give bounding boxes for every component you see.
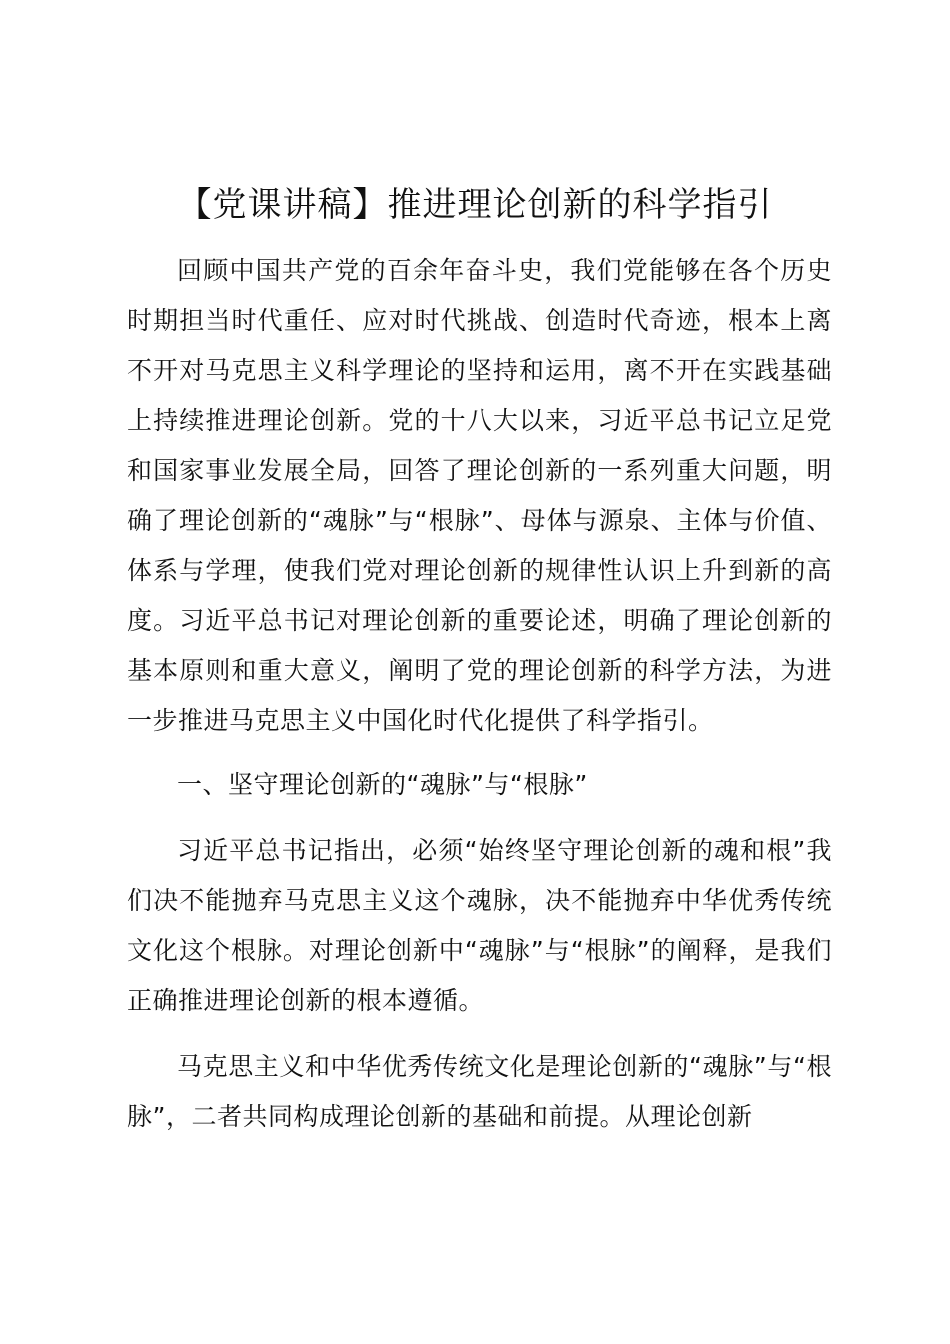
body-paragraph: 马克思主义和中华优秀传统文化是理论创新的“魂脉”与“根脉”，二者共同构成理论创新的基础和前提。从理论创新 (127, 1052, 832, 1131)
section-heading: 一、坚守理论创新的“魂脉”与“根脉” (177, 770, 588, 799)
intro-paragraph: 回顾中国共产党的百余年奋斗史，我们党能够在各个历史时期担当时代重任、应对时代挑战、创造时代奇迹，根本上离不开对马克思主义科学理论的坚持和运用，离不开在实践基础上持续推进理论创新。党的十八大以来，习近平总书记立足党和国家事业发展全局，回答了理论创新的一系列重大问题，明确了理论创新的“魂脉”与“根脉”、母体与源泉、主体与价值、体系与学理，使我们党对理论创新的规律性认识上升到新的高度。习近平总书记对理论创新的重要论述，明确了理论创新的基本原则和重大意义，阐明了党的理论创新的科学方法，为进一步推进马克思主义中国化时代化提供了科学指引。 (127, 256, 832, 735)
document-title: 【党课讲稿】推进理论创新的科学指引 (177, 185, 773, 225)
body-paragraph: 习近平总书记指出，必须“始终坚守理论创新的魂和根”我们决不能抛弃马克思主义这个魂脉，决不能抛弃中华优秀传统文化这个根脉。对理论创新中“魂脉”与“根脉”的阐释，是我们正确推进理论创新的根本遵循。 (127, 836, 832, 1015)
